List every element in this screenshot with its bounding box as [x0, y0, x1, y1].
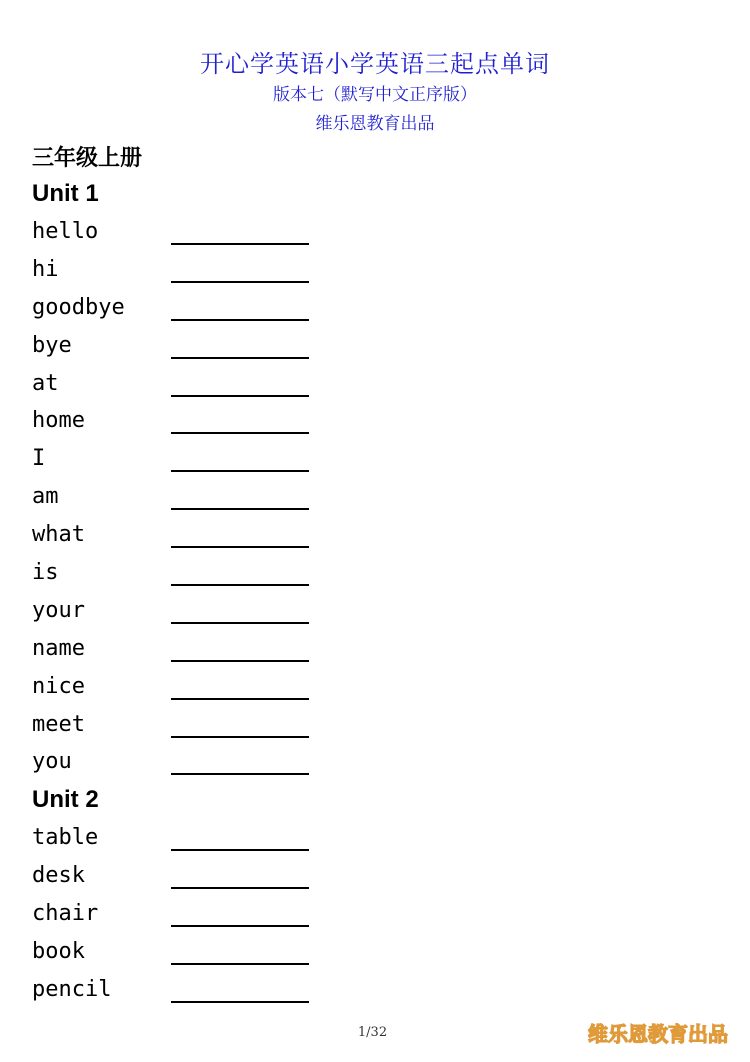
page-number: 1/32 — [357, 1025, 388, 1040]
answer-blank-line — [171, 319, 309, 321]
answer-blank-line — [171, 470, 309, 472]
english-word: am — [32, 484, 59, 510]
word-row — [32, 402, 632, 440]
unit-heading: Unit 1 — [32, 180, 99, 207]
answer-blank-line — [171, 887, 309, 889]
word-row — [32, 668, 632, 706]
english-word: table — [32, 825, 99, 851]
answer-blank-line — [171, 395, 309, 397]
word-row — [32, 251, 632, 289]
answer-blank-line — [171, 281, 309, 283]
word-row — [32, 516, 632, 554]
english-word: bye — [32, 332, 72, 358]
word-row — [32, 933, 632, 971]
word-row — [32, 592, 632, 630]
answer-blank-line — [171, 736, 309, 738]
english-word: is — [32, 560, 59, 586]
word-row — [32, 365, 632, 403]
english-word: hello — [32, 219, 99, 244]
answer-blank-line — [171, 546, 309, 548]
english-word: at — [32, 370, 59, 396]
english-word: desk — [32, 863, 85, 889]
english-word: pencil — [32, 976, 112, 1002]
answer-blank-line — [171, 432, 309, 434]
answer-blank-line — [171, 849, 309, 851]
answer-blank-line — [171, 963, 309, 965]
english-word: hi — [32, 256, 59, 282]
word-row — [32, 213, 632, 251]
document-title: 开心学英语小学英语三起点单词 — [200, 50, 550, 78]
publisher-line: 维乐恩教育出品 — [315, 114, 435, 134]
word-row — [32, 478, 632, 516]
answer-blank-line — [171, 660, 309, 662]
word-row — [32, 289, 632, 327]
english-word: book — [32, 939, 85, 965]
english-word: name — [32, 635, 85, 661]
word-list — [32, 175, 632, 1009]
english-word: your — [32, 597, 85, 623]
english-word: chair — [32, 901, 99, 927]
answer-blank-line — [171, 243, 309, 245]
answer-blank-line — [171, 584, 309, 586]
word-row — [32, 440, 632, 478]
answer-blank-line — [171, 698, 309, 700]
word-row — [32, 630, 632, 668]
word-row — [32, 327, 632, 365]
word-row — [32, 895, 632, 933]
english-word: nice — [32, 673, 85, 699]
english-word: I — [32, 446, 46, 472]
watermark-logo: 维乐恩教育出品 — [588, 1022, 728, 1046]
english-word: meet — [32, 711, 85, 737]
unit-heading: Unit 2 — [32, 786, 99, 814]
answer-blank-line — [171, 1001, 309, 1003]
word-row — [32, 819, 632, 857]
english-word: you — [32, 749, 72, 775]
word-row — [32, 554, 632, 592]
english-word: goodbye — [32, 294, 125, 320]
answer-blank-line — [171, 622, 309, 624]
answer-blank-line — [171, 508, 309, 510]
grade-heading: 三年级上册 — [32, 146, 143, 171]
english-word: home — [32, 408, 85, 434]
word-row — [32, 971, 632, 1009]
word-row — [32, 743, 632, 781]
document-subtitle: 版本七（默写中文正序版） — [273, 85, 477, 105]
answer-blank-line — [171, 357, 309, 359]
answer-blank-line — [171, 925, 309, 927]
answer-blank-line — [171, 773, 309, 775]
english-word: what — [32, 522, 85, 548]
word-row — [32, 857, 632, 895]
word-row — [32, 706, 632, 744]
